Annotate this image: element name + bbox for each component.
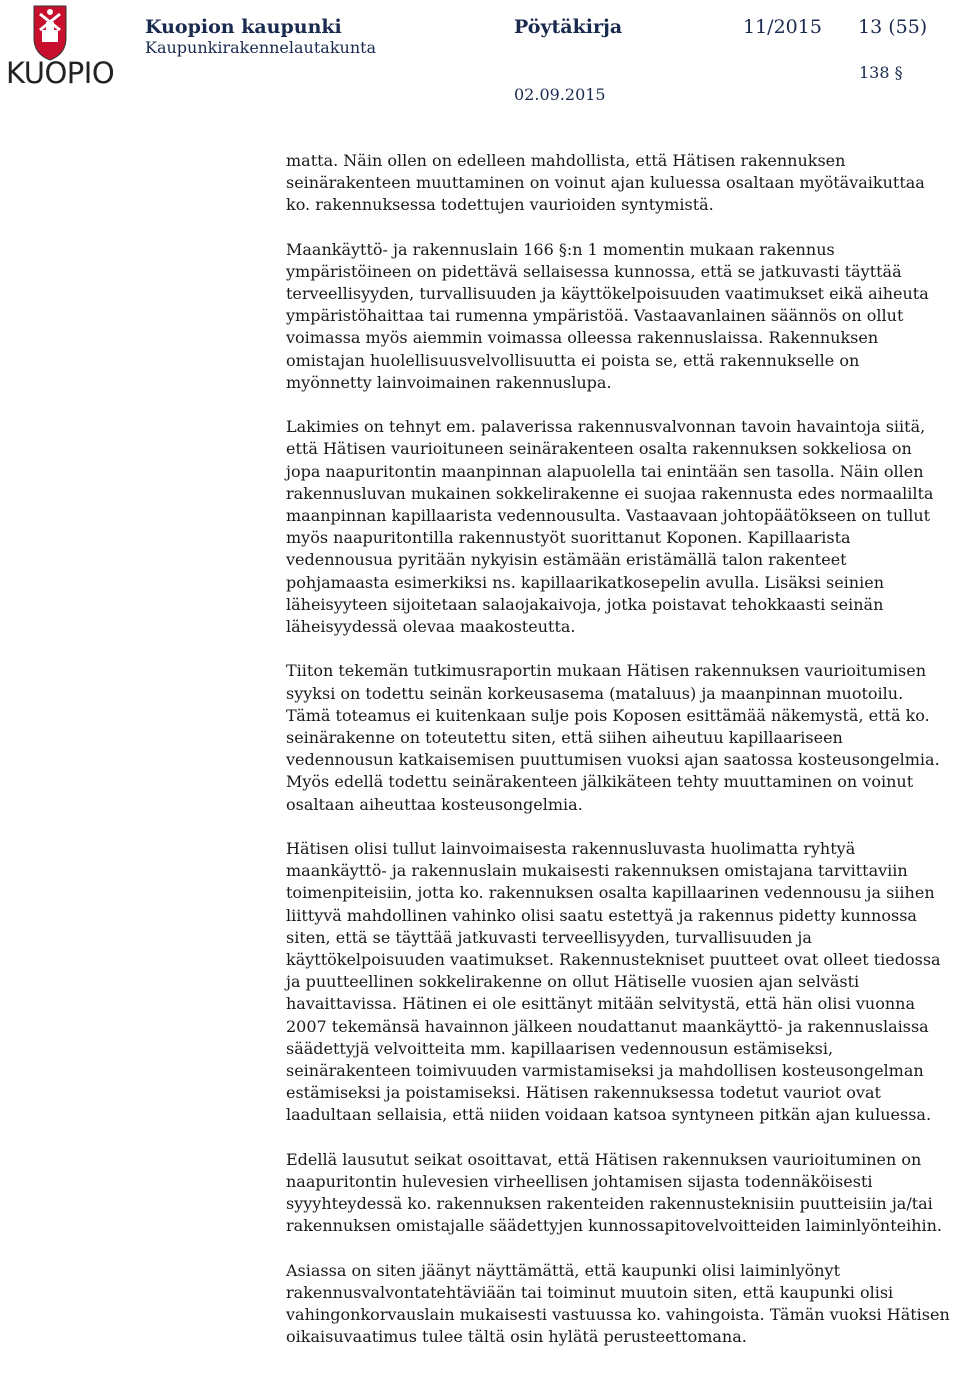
paragraph: Maankäyttö- ja rakennuslain 166 §:n 1 momentin mukaan rakennus ympäristöineen on pidettävä sellaisessa kunnossa, että se jatkuvasti täyttää terveellisyyden, turvallisuuden ja käyttökelpoisuuden vaatimukset eikä aiheuta ympäristöhaittaa tai rumenna ympäristöä. Vastaavanlainen säännös on ollut voimassa myös aiemmin voimassa olleessa rakennuslaissa. Rakennuksen omistajan huolellisuusvelvollisuutta ei poista se, että rakennukselle on myönnetty lainvoimainen rakennuslupa. xyxy=(286,239,929,392)
board-name: Kaupunkirakennelautakunta xyxy=(145,38,377,57)
document-body xyxy=(286,150,950,1371)
paragraph: Lakimies on tehnyt em. palaverissa rakennusvalvonnan tavoin havaintoja siitä, että Hätisen vaurioituneen seinärakenteen osalta rakennuksen sokkeliosa on jopa naapuritontin maanpinnan alapuolella tai enintään sen tasolla. Näin ollen rakennusluvan mukainen sokkelirakenne ei suojaa rakennusta edes normaalilta maanpinnan kapillaarista vedennousulta. Vastaavaan johtopäätökseen on tullut myös naapuritontilla rakennustyöt suorittanut Koponen. Kapillaarista vedennousua pyritään nykyisin estämään eristämällä talon rakenteet pohjamaasta esimerkiksi ns. kapillaarikatkosepelin avulla. Lisäksi seinien läheisyyteen sijoitetaan salaojakaivoja, jotka poistavat tehokkaasti seinän läheisyydessä olevaa maakosteutta. xyxy=(286,417,934,637)
coat-of-arms-icon xyxy=(4,4,100,64)
meeting-date: 02.09.2015 xyxy=(514,85,606,104)
paragraph: Asiassa on siten jäänyt näyttämättä, että kaupunki olisi laiminlyönyt rakennusvalvontatehtäviään tai toiminut muutoin siten, että kaupunki olisi vahingonkorvauslain mukaisesti vastuussa ko. vahingoista. Tämän vuoksi Hätisen oikaisuvaatimus tulee tältä osin hylätä perusteettomana. xyxy=(286,1260,950,1347)
paragraph: Edellä lausutut seikat osoittavat, että Hätisen rakennuksen vaurioituminen on naapuritontin hulevesien virheellisen johtamisen sijasta todennäköisesti syyyhteydessä ko. rakennuksen rakenteiden rakennusteknisiin puutteisiin ja/tai rakennuksen omistajalle säädettyjen kunnossapitovelvoitteiden laiminlyönteihin. xyxy=(286,1149,943,1236)
meeting-number: 11/2015 xyxy=(743,16,822,38)
paragraph: matta. Näin ollen on edelleen mahdollista, että Hätisen rakennuksen seinärakenteen muuttaminen on voinut ajan kuluessa osaltaan myötävaikuttaa ko. rakennuksessa todettujen vaurioiden syntymistä. xyxy=(286,151,925,215)
section-number: 138 § xyxy=(859,63,903,82)
document-header xyxy=(0,0,960,110)
paragraph: Hätisen olisi tullut lainvoimaisesta rakennusluvasta huolimatta ryhtyä maankäyttö- ja rakennuslain mukaisesti rakennuksen omistajana tarvittaviin toimenpiteisiin, jotta ko. rakennuksen osalta kapillaarinen vedennousu ja siihen liittyvä mahdollinen vahinko olisi saatu estettyä ja rakennus pidetty kunnossa siten, että se täyttää jatkuvasti terveellisyyden, turvallisuuden ja käyttökelpoisuuden vaatimukset. Rakennustekniset puutteet ovat olleet tiedossa ja puutteellinen sokkelirakenne on ollut Hätiselle vuosien ajan selvästi havaittavissa. Hätinen ei ole esittänyt mitään selvitystä, että hän olisi vuonna 2007 tekemänsä havainnon jälkeen noudattanut maankäyttö- ja rakennuslaissa säädettyjä velvoitteita mm. kapillaarisen vedennousun estämiseksi, seinärakenteen toimivuuden varmistamiseksi ja mahdollisen kosteusongelman estämiseksi ja poistamiseksi. Hätisen rakennuksessa todetut vauriot ovat laadultaan sellaisia, että niiden voidaan katsoa syntyneen pitkän ajan kuluessa. xyxy=(286,839,941,1125)
organization-name: Kuopion kaupunki xyxy=(145,16,342,38)
paragraph: Tiiton tekemän tutkimusraportin mukaan Hätisen rakennuksen vaurioitumisen syyksi on todettu seinän korkeusasema (mataluus) ja maanpinnan muotoilu. Tämä toteamus ei kuitenkaan sulje pois Koposen esittämää näkemystä, että ko. seinärakenne on toteutettu siten, että siihen aiheutuu kapillaariseen vedennousun katkaisemisen puuttumisen vuoksi ajan saatossa kosteusongelmia. Myös edellä todettu seinärakenteen jälkikäteen tehty muuttaminen on voinut osaltaan aiheuttaa kosteusongelmia. xyxy=(286,661,940,814)
logo-wordmark: KUOPIO xyxy=(6,56,115,90)
document-type: Pöytäkirja xyxy=(514,16,623,38)
page-number: 13 (55) xyxy=(858,16,928,38)
